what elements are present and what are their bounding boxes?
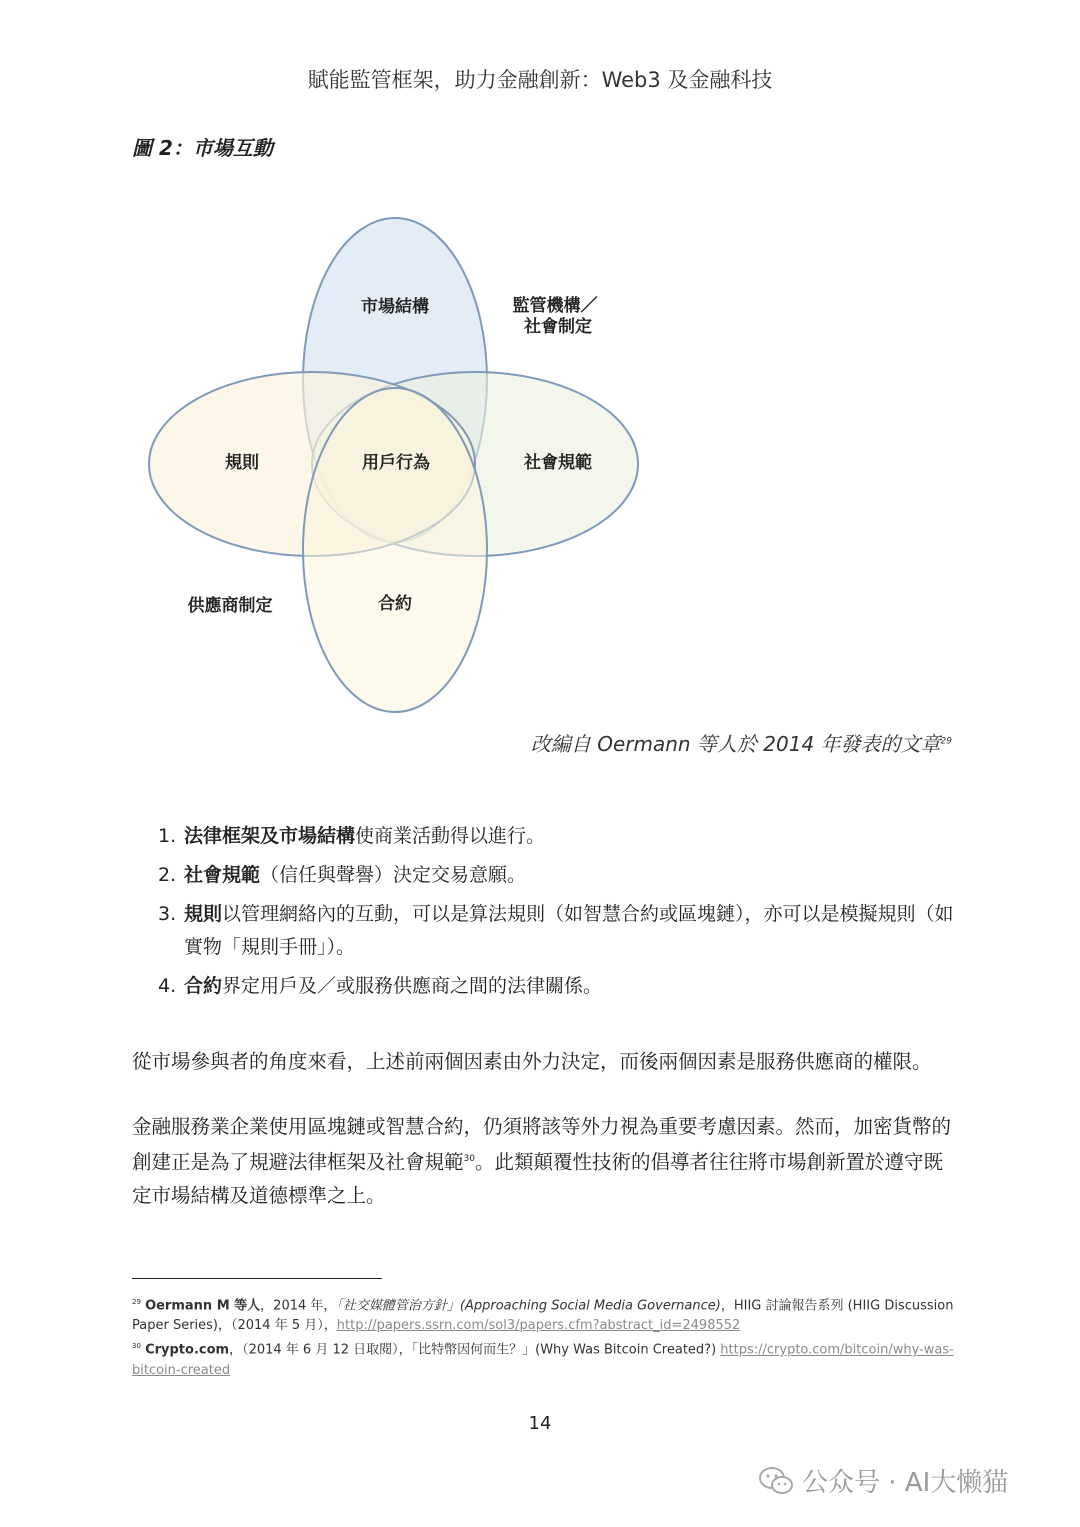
label-provider: 供應商制定 <box>187 596 273 616</box>
ellipse-contracts <box>303 388 487 712</box>
list-bold: 社會規範 <box>184 864 261 886</box>
list-number: 4. <box>158 975 177 997</box>
list-text: 以管理網絡內的互動，可以是算法規則（如智慧合約或區塊鏈），亦可以是模擬規則（如實物「規則手冊」）。 <box>184 903 954 958</box>
footnotes <box>132 1292 962 1381</box>
label-contracts: 合約 <box>378 594 412 614</box>
list-text: （信任與聲譽）決定交易意願。 <box>260 864 527 886</box>
source-ref: 29 <box>940 736 952 747</box>
figure-title: 圖 2：市場互動 <box>132 136 273 160</box>
list-bold: 法律框架及市場結構 <box>184 825 356 847</box>
footnote-ref-30: 30 <box>463 1154 475 1164</box>
list-item <box>158 859 958 892</box>
list-bold: 合約 <box>184 975 223 997</box>
page-number: 14 <box>528 1413 552 1434</box>
list-item <box>158 820 958 853</box>
list-text: 使商業活動得以進行。 <box>355 825 546 847</box>
list-number: 1. <box>158 825 177 847</box>
list-item <box>158 970 958 1003</box>
watermark <box>758 1462 1008 1499</box>
source-text: 改編自 Oermann 等人於 2014 年發表的文章 <box>530 732 941 756</box>
list-bold: 規則 <box>184 903 223 925</box>
label-user-behavior: 用戶行為 <box>362 453 430 473</box>
paragraph-2-part-b: 。此類顛覆性技術的倡導者往往將市場創新置於遵守既定市場結構及道德標準之上。 <box>132 1150 943 1207</box>
footnote-author: Oermann M 等人 <box>145 1298 261 1314</box>
wechat-icon <box>758 1466 794 1496</box>
footnote-link[interactable]: http://papers.ssrn.com/sol3/papers.cfm?abstract_id=2498552 <box>336 1318 741 1334</box>
list-number: 3. <box>158 903 177 925</box>
footnote-divider <box>132 1278 382 1279</box>
footnote-number: 30 <box>132 1342 141 1351</box>
figure-source <box>531 728 952 757</box>
list-number: 2. <box>158 864 177 886</box>
paragraph-2-part-a: 金融服務業企業使用區塊鏈或智慧合約，仍須將該等外力視為重要考慮因素。然而，加密貨幣的創建正是為了規避法律框架及社會規範 <box>132 1115 952 1174</box>
paragraph-1: 從市場參與者的角度來看，上述前兩個因素由外力決定，而後兩個因素是服務供應商的權限。 <box>132 1050 932 1073</box>
numbered-list <box>158 820 958 1009</box>
footnote-30: $^{30}$ Crypto.com，（2014 年 6 月 12 日取閱），「比特幣因何而生？」(Why Was Bitcoin Created?) https://crypto.com/bitcoin/why-was-bitcoin-created <box>132 1342 954 1378</box>
footnote-title: 「社交媒體管治方針」(Approaching Social Media Governance) <box>336 1298 721 1314</box>
label-regulator-line1: 監管機構／ <box>512 296 598 316</box>
venn-diagram <box>140 215 660 720</box>
footnote-29: $^{29}$ Oermann M 等人，2014 年，「社交媒體管治方針」(Approaching Social Media Governance)，HIIG 討論報告系列 (HIIG Discussion Paper Series)，（2014 年 5 月），http://papers.ssrn.com/sol3/papers.cfm?abstract_id=2498552 <box>132 1298 954 1334</box>
list-text: 界定用戶及／或服務供應商之間的法律關係。 <box>222 975 603 997</box>
label-rules: 規則 <box>225 453 259 473</box>
paragraph-2 <box>132 1110 952 1212</box>
label-social-norms: 社會規範 <box>524 453 592 473</box>
label-regulator-line2: 社會制定 <box>524 317 592 337</box>
list-item <box>158 898 958 964</box>
label-market-structure: 市場結構 <box>361 297 429 317</box>
footnote-author: Crypto.com <box>145 1342 230 1358</box>
footnote-link[interactable]: https://crypto.com/bitcoin/why-was-bitcoin-created <box>132 1342 954 1378</box>
footnote-number: 29 <box>132 1298 141 1306</box>
watermark-text: 公众号 · AI大懒猫 <box>802 1468 1009 1498</box>
page-header: 賦能監管框架，助力金融創新：Web3 及金融科技 <box>307 68 773 92</box>
